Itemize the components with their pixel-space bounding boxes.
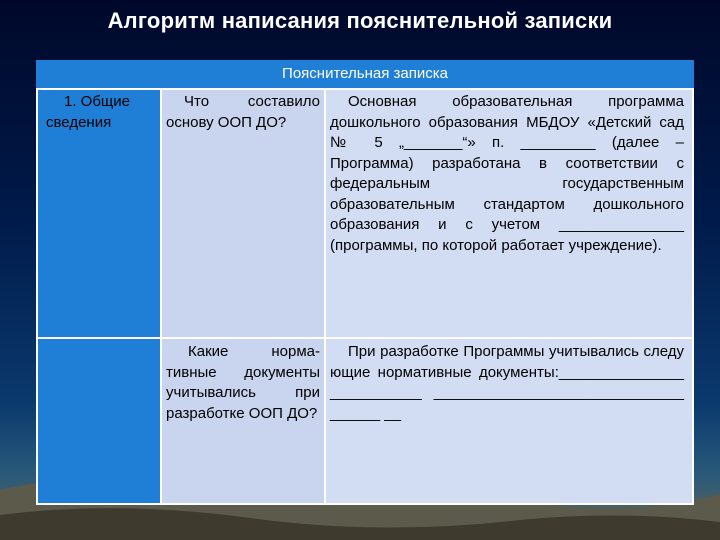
slide-title: Алгоритм написания пояснительной записки [107, 8, 613, 33]
question-text: Какие норма-тивные документы учитывались при разработке ООП ДО? [166, 343, 320, 422]
explanatory-note-table [36, 60, 694, 505]
answer-text: При разработке Программы учитывались следующие нормативные документы:__________________________ ____________________________________ __ [330, 343, 684, 422]
section-label: 1. Общие сведения [46, 93, 130, 131]
question-cell-normative-docs [162, 339, 324, 503]
table-header: Пояснительная записка [36, 60, 694, 88]
section-cell-general-info [38, 90, 160, 337]
question-cell-basis [162, 90, 324, 337]
question-text: Что составило основу ООП ДО? [166, 93, 320, 131]
answer-text: Основная образовательная программа дошкольного образования МБДОУ «Детский сад № 5 „_______“» п. _________ (далее – Программа) разработана в соответствии с федеральным государственным образовательным стандартом дошкольного образования и с учетом _______________ (программы, по которой работает учреждение). [330, 93, 684, 254]
answer-cell-normative-docs [326, 339, 692, 503]
answer-cell-basis [326, 90, 692, 337]
section-cell-empty [38, 339, 160, 503]
